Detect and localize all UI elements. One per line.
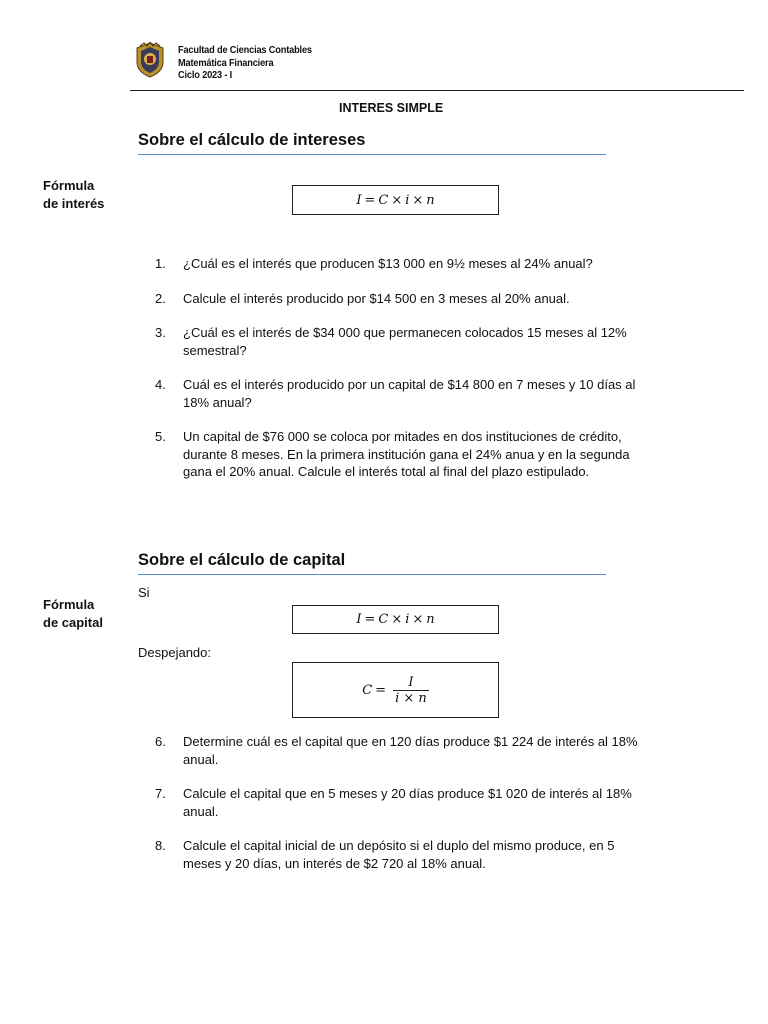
question-text: Calcule el capital que en 5 meses y 20 días produce $1 020 de interés al 18% anual.: [183, 786, 632, 819]
question-item: [155, 733, 655, 768]
question-text: Cuál es el interés producido por un capital de $14 800 en 7 meses y 10 días al 18% anual?: [183, 377, 636, 410]
question-text: ¿Cuál es el interés de $34 000 que permanecen colocados 15 meses al 12% semestral?: [183, 325, 627, 358]
question-item: [155, 290, 655, 308]
formula-var-c: C: [362, 682, 373, 698]
formula-times: ×: [412, 612, 424, 627]
header-cycle: Ciclo 2023 - I: [178, 69, 233, 81]
fraction-denominator: i × n: [395, 690, 427, 706]
formula-fraction: [393, 675, 429, 706]
question-number: 8.: [155, 838, 166, 853]
header-text-block: [178, 44, 312, 82]
question-number: 3.: [155, 325, 166, 340]
formula-var-n: n: [426, 612, 435, 627]
document-title: INTERES SIMPLE: [339, 101, 444, 115]
question-number: 7.: [155, 786, 166, 801]
question-text: Un capital de $76 000 se coloca por mitades en dos instituciones de crédito, durante 8 meses. En la primera institución gana el 24% anua y en la segunda gana el 20% anual. Calcule el interés total al final del plazo estipulado.: [183, 429, 630, 479]
question-text: Calcule el interés producido por $14 500 en 3 meses al 20% anual.: [183, 290, 570, 306]
side-label-line: de capital: [43, 615, 103, 630]
question-number: 5.: [155, 429, 166, 444]
side-label-line: de interés: [43, 196, 105, 211]
formula-box-interes: [292, 185, 499, 215]
question-list-intereses: [155, 255, 655, 481]
question-number: 1.: [155, 256, 166, 271]
formula-var-n: n: [426, 192, 435, 208]
question-number: 2.: [155, 290, 166, 306]
formula-var-i: I: [356, 612, 362, 627]
section-heading-capital: Sobre el cálculo de capital: [138, 551, 346, 569]
section-heading-intereses: Sobre el cálculo de intereses: [138, 131, 366, 149]
header-course: Matemática Financiera: [178, 56, 274, 69]
header-faculty: Facultad de Ciencias Contables: [178, 44, 312, 56]
header-divider: [130, 90, 744, 91]
side-label-formula-interes: [43, 177, 104, 213]
formula-times: ×: [391, 612, 403, 627]
question-item: [155, 376, 655, 411]
side-label-line: Fórmula: [43, 597, 95, 612]
question-item: [155, 785, 655, 820]
question-number: 6.: [155, 734, 166, 749]
section-divider-intereses: [138, 154, 606, 155]
formula-box-capital: [292, 662, 499, 718]
formula-box-interes-repeat: [292, 605, 499, 634]
formula-var-rate: i: [405, 612, 410, 627]
formula-var-c: C: [378, 612, 389, 627]
section-divider-capital: [138, 574, 606, 575]
despejando-label: Despejando:: [138, 645, 211, 660]
question-number: 4.: [155, 377, 166, 392]
question-list-capital: [155, 733, 655, 872]
fraction-numerator: I: [408, 674, 414, 690]
formula-times: ×: [391, 192, 403, 208]
formula-var-rate: i: [405, 192, 410, 208]
question-text: Calcule el capital inicial de un depósito si el duplo del mismo produce, en 5 meses y 20 días, un interés de $2 720 al 18% anual.: [183, 838, 615, 871]
question-text: Determine cuál es el capital que en 120 días produce $1 224 de interés al 18% anual.: [183, 734, 638, 767]
question-item: [155, 324, 655, 359]
question-item: [155, 255, 655, 273]
side-label-line: Fórmula: [43, 178, 95, 193]
side-label-formula-capital: [43, 596, 103, 632]
formula-equals: =: [364, 612, 376, 627]
formula-times: ×: [412, 192, 424, 208]
si-label: Si: [138, 585, 150, 600]
question-item: [155, 837, 655, 872]
university-crest-logo: [134, 42, 166, 78]
formula-equals: =: [364, 192, 376, 208]
formula-equals: =: [375, 682, 387, 698]
formula-var-i: I: [356, 192, 362, 208]
question-text: ¿Cuál es el interés que producen $13 000 en 9½ meses al 24% anual?: [183, 256, 593, 271]
question-item: [155, 428, 655, 481]
formula-var-c: C: [378, 192, 389, 208]
